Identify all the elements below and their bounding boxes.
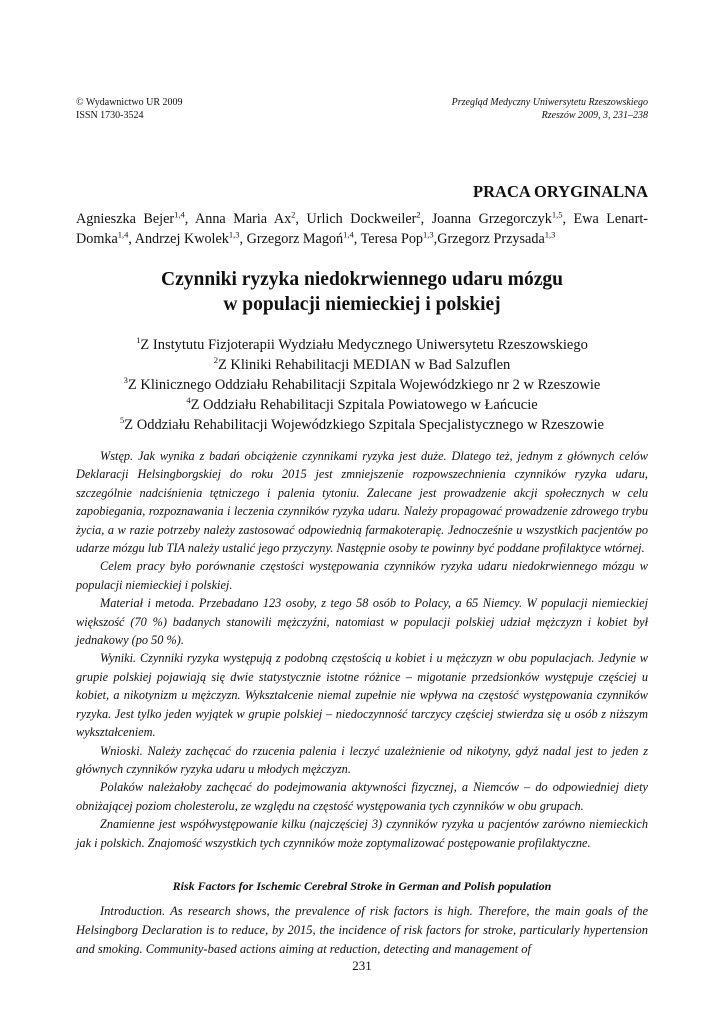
author-affiliation-sup: 1,3 [544, 228, 556, 239]
author-affiliation-sup: 1,3 [423, 228, 434, 239]
affiliation-text: Z Oddziału Rehabilitacji Wojewódzkiego Szpitala Specjalistycznego w Rzeszowie [124, 417, 604, 433]
affiliation-number: 4 [186, 395, 191, 406]
affiliation-line [76, 335, 648, 355]
author-name: Urlich Dockweiler [306, 211, 417, 227]
polish-abstract [76, 447, 648, 852]
abstract-paragraph: Wnioski. Należy zachęcać do rzucenia palenia i leczyć uzależnienie od nikotyny, gdyż nadal jest to jeden z głównych czynników ryzyka udaru u młodych mężczyzn. [76, 743, 648, 776]
title-line-2: w populacji niemieckiej i polskiej [223, 294, 501, 315]
author-affiliation-sup: 2 [291, 209, 296, 220]
abstract-paragraph: Materiał i metoda. Przebadano 123 osoby, z tego 58 osób to Polacy, a 65 Niemcy. W populacji niemieckiej większość (70 %) badanych stanowili mężczyźni, natomiast w populacji polskiej udział mężczyzn i kobiet był jednakowy (po 50 %). [76, 596, 648, 648]
affiliation-line [76, 415, 648, 435]
page-number: 231 [352, 958, 372, 973]
affiliation-text: Z Instytutu Fizjoterapii Wydziału Medycznego Uniwersytetu Rzeszowskiego [140, 337, 588, 353]
english-abstract-intro: Introduction. As research shows, the prevalence of risk factors is high. Therefore, the main goals of the Helsingborg Declaration is to reduce, by 2015, the incidence of risk factors for stroke, particularly hypertension and smoking. Community-based actions aiming at reduction, detecting and management of [76, 903, 648, 956]
affiliation-text: Z Klinicznego Oddziału Rehabilitacji Szpitala Wojewódzkiego nr 2 w Rzeszowie [127, 377, 601, 393]
author-affiliation-sup: 1,4 [117, 228, 129, 239]
affiliation-text: Z Kliniki Rehabilitacji MEDIAN w Bad Salzuflen [217, 357, 511, 373]
journal-issue: Rzeszów 2009, 3, 231–238 [541, 110, 648, 121]
author-name: Joanna Grzegorczyk [431, 211, 552, 227]
author-affiliation-sup: 1,3 [228, 228, 240, 239]
english-title: Risk Factors for Ischemic Cerebral Stroke in German and Polish population [172, 878, 552, 893]
article-title [76, 267, 648, 317]
copyright-line: © Wydawnictwo UR 2009 [76, 97, 183, 108]
author-name: Anna Maria Ax [195, 211, 292, 227]
abstract-paragraph: Celem pracy było porównanie częstości występowania czynników ryzyka udaru niedokrwiennego mózgu w populacji niemieckiej i polskiej. [76, 559, 648, 592]
abstract-paragraph: Wyniki. Czynniki ryzyka występują z podobną częstością u kobiet i u mężczyzn w obu populacjach. Jedynie w grupie polskiej pojawiają się dwie statystycznie istotne różnice – migotanie przedsionków występuje częściej u kobiet, a nikotynizm u mężczyzn. Wykształcenie niemal zupełnie nie wpływa na częstość występowania czynników ryzyka. Jest tylko jeden wyjątek w grupie polskiej – niedoczynność tarczycy częściej stwierdza się u osób z niższym wykształceniem. [76, 651, 648, 740]
title-line-1: Czynniki ryzyka niedokrwiennego udaru mózgu [161, 269, 563, 290]
affiliation-line [76, 395, 648, 415]
journal-header [76, 96, 648, 122]
author-name: Grzegorz Magoń [246, 230, 344, 247]
author-name: Grzegorz Przysada [437, 230, 545, 247]
author-affiliation-sup: 2 [416, 209, 421, 220]
author-list: Agnieszka Bejer$^{1,4}$, Anna Maria Ax$^2$, Urlich Dockweiler$^2$, Joanna Grzegorczyk$^{1,5}$, Ewa Lenart-Domka$^{1,4}$, Andrzej Kwolek$^{1,3}$, Grzegorz Magoń$^{1,4}$, Teresa Pop$^{1,3}$,Grzegorz Przysada$^{1,3}$ [76, 209, 648, 247]
affiliation-number: 5 [120, 415, 125, 426]
affiliation-number: 2 [213, 355, 218, 366]
affiliation-number: 3 [123, 375, 128, 386]
affiliation-number: 1 [136, 335, 141, 346]
abstract-paragraph: Znamienne jest współwystępowanie kilku (najczęściej 3) czynników ryzyka u pacjentów zarówno niemieckich jak i polskich. Znajomość wszystkich tych czynników może zoptymalizować postępowanie profilaktyczne. [76, 817, 648, 850]
issn-line: ISSN 1730-3524 [76, 110, 144, 121]
affiliation-list [76, 335, 648, 435]
author-name: Andrzej Kwolek [134, 230, 229, 247]
paper-type: PRACA ORYGINALNA [473, 182, 648, 201]
affiliation-line [76, 355, 648, 375]
abstract-paragraph: Wstęp. Jak wynika z badań obciążenie czynnikami ryzyka jest duże. Dlatego też, jednym z głównych celów Deklaracji Helsingborgskiej do roku 2015 jest zmniejszenie rozpowszechnienia czynników ryzyka udaru, szczególnie nadciśnienia tętniczego i palenia tytoniu. Zalecane jest prowadzenie akcji społecznych w celu zapobiegania, rozpoznawania i leczenia czynników ryzyka udaru. Należy propagować prowadzenie zdrowego trybu życia, a w razie potrzeby należy zastosować odpowiednią farmakoterapię. Jednocześnie u wszystkich pacjentów po udarze mózgu lub TIA należy ustalić jego przyczyny. Następnie osoby te powinny być poddane profilaktyce wtórnej. [76, 449, 648, 556]
author-affiliation-sup: 1,4 [343, 228, 354, 239]
author-affiliation-sup: 1,5 [551, 209, 563, 220]
journal-name: Przegląd Medyczny Uniwersytetu Rzeszowskiego [451, 97, 648, 108]
journal-info [452, 96, 648, 122]
affiliation-text: Z Oddziału Rehabilitacji Szpitala Powiatowego w Łańcucie [190, 397, 538, 413]
author-name: Ewa Lenart-Domka [76, 211, 648, 247]
abstract-paragraph: Polaków należałoby zachęcać do podejmowania aktywności fizycznej, a Niemców – do odpowiedniej diety obniżającej poziom cholesterolu, ze względu na częstość występowania tych czynników w obu grupach. [76, 780, 648, 813]
author-name: Agnieszka Bejer [76, 211, 175, 227]
publisher-info [76, 96, 183, 122]
author-affiliation-sup: 1,4 [174, 209, 185, 220]
article-page [76, 96, 648, 959]
affiliation-line [76, 375, 648, 395]
author-name: Teresa Pop [360, 230, 424, 247]
